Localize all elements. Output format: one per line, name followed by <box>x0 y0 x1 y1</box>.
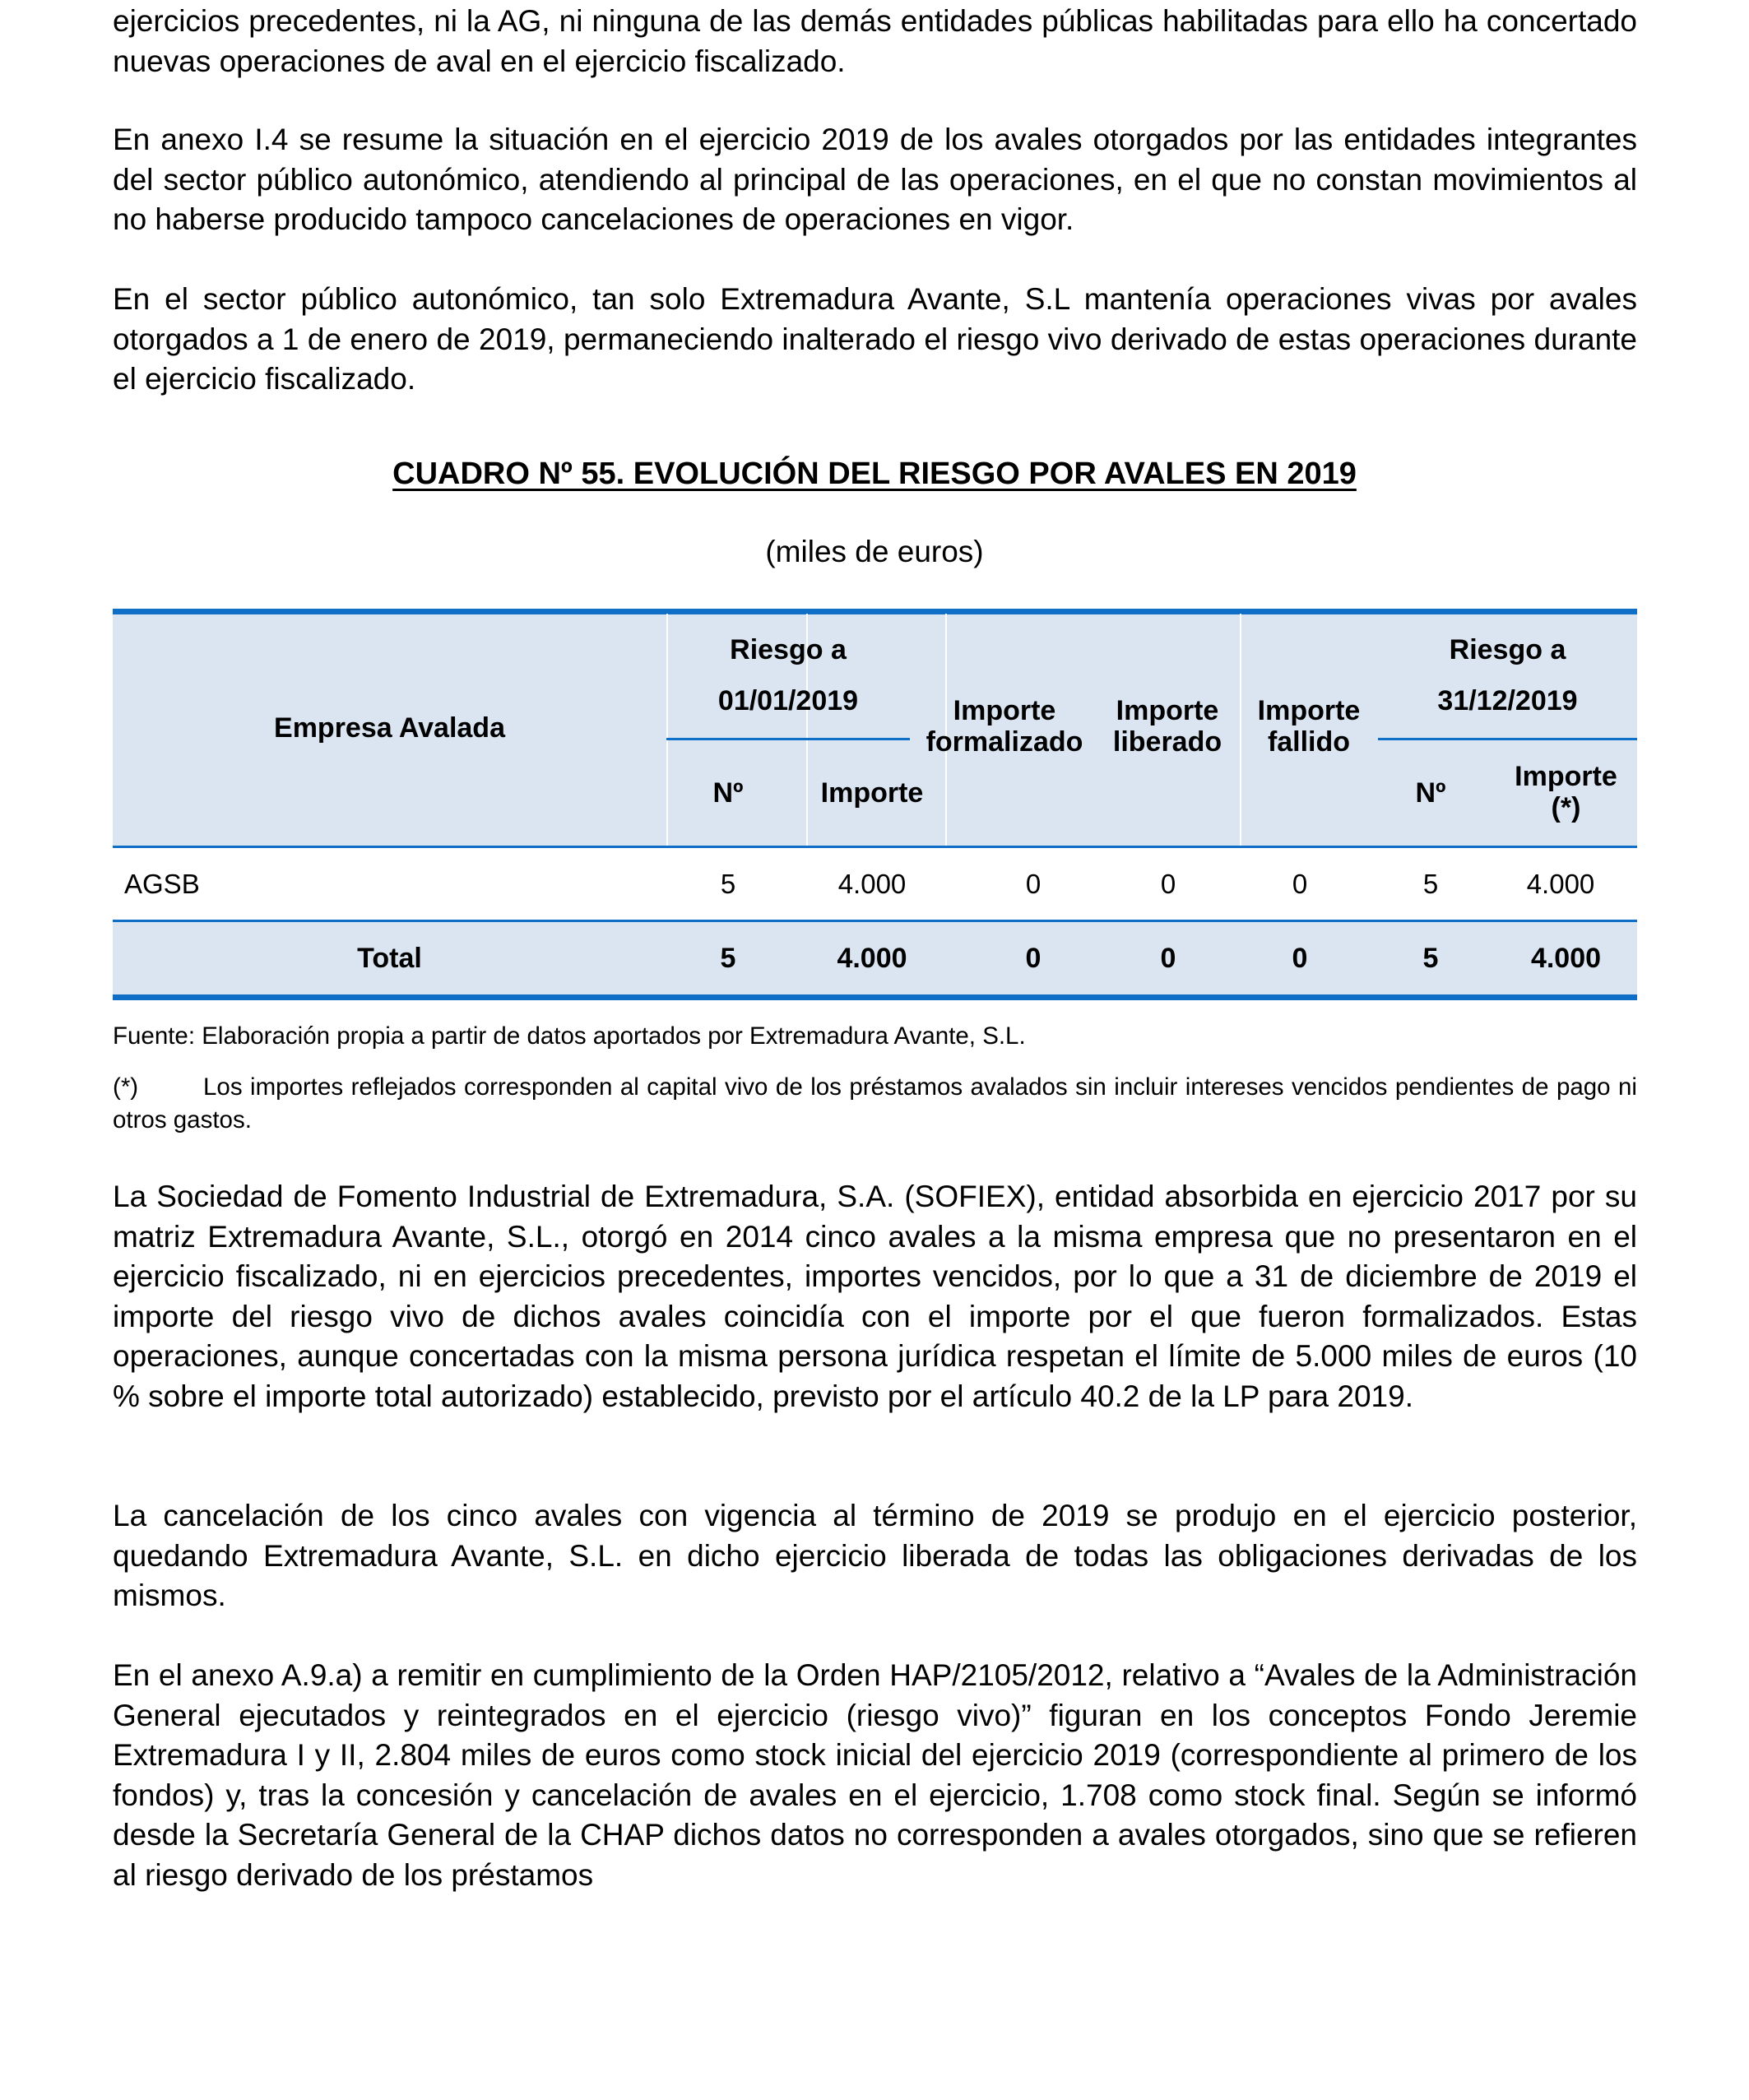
total-fallido: 0 <box>1292 943 1308 974</box>
header-riesgo-ini-line1: Riesgo a <box>730 634 847 665</box>
paragraph-intro: ejercicios precedentes, ni la AG, ni ninguna de las demás entidades públicas habilitadas para ello ha concertado nuevas operaciones de aval en el ejercicio fiscalizado. <box>113 4 1637 78</box>
row-fallido: 0 <box>1292 868 1308 899</box>
paragraph-sofiex: La Sociedad de Fomento Industrial de Extremadura, S.A. (SOFIEX), entidad absorbida en ejercicio 2017 por su matriz Extremadura Avante, S.L., otorgó en 2014 cinco avales a la misma empresa que no presentaron en el ejercicio fiscalizado, ni en ejercicios precedentes, importes vencidos, por lo que a 31 de diciembre de 2019 el importe del riesgo vivo de dichos avales coincidía con el importe por el que fueron formalizados. Estas operaciones, aunque concertadas con la misma persona jurídica respetan el límite de 5.000 miles de euros (10 % sobre el importe total autorizado) establecido, previsto por el artículo 40.2 de la LP para 2019. <box>113 1180 1637 1413</box>
table-units: (miles de euros) <box>765 535 984 568</box>
total-importe-fin: 4.000 <box>1530 943 1602 974</box>
header-importe-fin-line1: Importe <box>1515 761 1617 792</box>
header-liberado-line2: liberado <box>1112 726 1222 758</box>
header-importe-fin-line2: (*) <box>1551 792 1581 823</box>
table-bottom-rule <box>113 994 1637 1000</box>
row-importe-ini: 4.000 <box>837 868 907 899</box>
total-importe-ini: 4.000 <box>837 943 907 974</box>
header-formalizado-line1: Importe <box>953 695 1056 726</box>
header-riesgo-fin-line1: Riesgo a <box>1449 634 1566 665</box>
row-empresa: AGSB <box>124 868 200 899</box>
row-formalizado: 0 <box>1025 868 1042 899</box>
header-riesgo-fin-line2: 31/12/2019 <box>1437 685 1578 716</box>
row-importe-fin: 4.000 <box>1526 868 1595 899</box>
row-liberado: 0 <box>1160 868 1176 899</box>
paragraph-anexo-a9: En el anexo A.9.a) a remitir en cumplimiento de la Orden HAP/2105/2012, relativo a “Avales de la Administración General ejecutados y reintegrados en el ejercicio (riesgo vivo)” figuran en los conceptos Fondo Jeremie Extremadura I y II, 2.804 miles de euros como stock inicial del ejercicio 2019 (correspondiente al primero de los fondos) y, tras la concesión y cancelación de avales en el ejercicio, 1.708 como stock final. Según se informó desde la Secretaría General de la CHAP dichos datos no corresponden a avales otorgados, sino que se refieren al riesgo derivado de los préstamos <box>113 1658 1637 1892</box>
total-formalizado: 0 <box>1025 943 1042 974</box>
header-formalizado-line2: formalizado <box>926 726 1083 758</box>
total-liberado: 0 <box>1160 943 1176 974</box>
footnote-mark: (*) <box>113 1073 139 1101</box>
header-empresa: Empresa Avalada <box>274 712 505 744</box>
table-source: Fuente: Elaboración propia a partir de datos aportados por Extremadura Avante, S.L. <box>113 1022 1026 1050</box>
paragraph-cancelacion: La cancelación de los cinco avales con vigencia al término de 2019 se produjo en el ejercicio posterior, quedando Extremadura Avante, S.L. en dicho ejercicio liberada de todas las obligaciones derivadas de los mismos. <box>113 1499 1637 1612</box>
row-n-ini: 5 <box>720 868 736 899</box>
table-title: CUADRO Nº 55. EVOLUCIÓN DEL RIESGO POR AVALES EN 2019 <box>392 457 1357 491</box>
footnote-text: Los importes reflejados corresponden al capital vivo de los préstamos avalados sin incluir intereses vencidos pendientes de pago ni otros gastos. <box>113 1073 1637 1133</box>
total-n-ini: 5 <box>720 943 736 974</box>
header-fallido-line1: Importe <box>1257 695 1361 726</box>
paragraph-sector: En el sector público autonómico, tan solo Extremadura Avante, S.L mantenía operaciones vivas por avales otorgados a 1 de enero de 2019, permaneciendo inalterado el riesgo vivo derivado de estas operaciones durante el ejercicio fiscalizado. <box>113 282 1637 396</box>
header-liberado-line1: Importe <box>1116 695 1219 726</box>
header-n-fin: Nº <box>1415 777 1446 809</box>
header-n-ini: Nº <box>712 777 744 809</box>
header-fallido-line2: fallido <box>1267 726 1351 758</box>
total-n-fin: 5 <box>1422 943 1439 974</box>
header-importe-ini: Importe <box>820 777 924 809</box>
paragraph-anexo: En anexo I.4 se resume la situación en el ejercicio 2019 de los avales otorgados por las entidades integrantes del sector público autonómico, atendiendo al principal de las operaciones, en el que no constan movimientos al no haberse producido tampoco cancelaciones de operaciones en vigor. <box>113 123 1637 236</box>
total-label: Total <box>357 943 422 974</box>
header-riesgo-ini-line2: 01/01/2019 <box>717 685 859 716</box>
row-n-fin: 5 <box>1422 868 1439 899</box>
table-footnote <box>113 1071 1637 1137</box>
guarantees-table <box>113 609 1637 1000</box>
